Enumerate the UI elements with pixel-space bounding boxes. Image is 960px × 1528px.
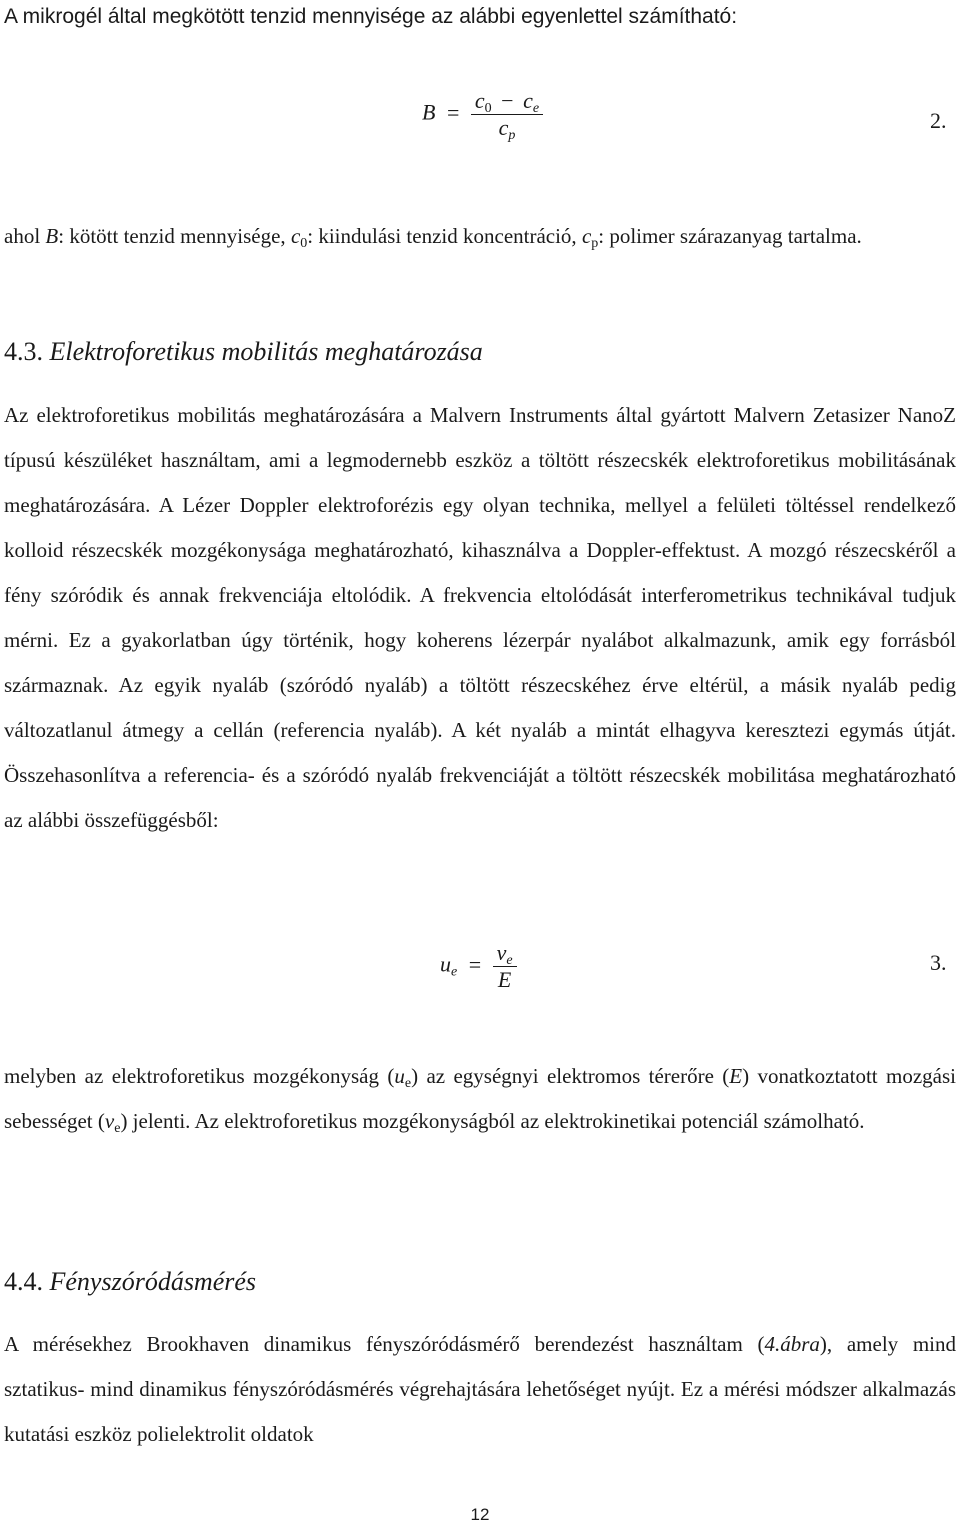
eq2-num-a: c bbox=[474, 88, 485, 113]
equation-2 bbox=[422, 88, 543, 141]
body-paragraph-4-4: A mérésekhez Brookhaven dinamikus fényszóródásmérő berendezést használtam (4.ábra), amely mind sztatikus- mind dinamikus fényszóródásmérés végrehajtására lehetőséget nyújt. Ez a mérési módszer alkalmazás kutatási eszköz polielektrolit oldatok bbox=[4, 1332, 956, 1446]
eq3-num-sub: e bbox=[506, 953, 513, 968]
intro-sentence: A mikrogél által megkötött tenzid mennyisége az alábbi egyenlettel számítható: bbox=[4, 5, 738, 28]
eq3-lhs: u bbox=[440, 951, 451, 977]
eq2-lhs: B bbox=[422, 99, 436, 125]
equation-2-number: 2. bbox=[930, 108, 947, 133]
eq3-fraction bbox=[493, 940, 517, 993]
figure-reference: 4.ábra bbox=[764, 1332, 820, 1356]
equation-3-number: 3. bbox=[930, 950, 947, 975]
eq2-den: c bbox=[498, 115, 509, 140]
eq3-numerator bbox=[493, 940, 517, 967]
section-heading-4-4 bbox=[4, 1266, 256, 1298]
section-number: 4.4. bbox=[4, 1267, 43, 1296]
paragraph-after-equation-3: melyben az elektroforetikus mozgékonyság $(u_e)$ az egységnyi elektromos térerőre (E) vonatkoztatott mozgási sebességet $(v_e)$ jelenti. Az elektroforetikus mozgékonyságból az elektrokinetikai potenciál számolható. bbox=[4, 1064, 956, 1136]
section-number: 4.3. bbox=[4, 337, 43, 366]
eq2-num-b: c bbox=[523, 88, 533, 113]
eq3-den: E bbox=[497, 967, 512, 992]
eq2-numerator bbox=[471, 88, 543, 115]
definitions-paragraph: ahol B: kötött tenzid mennyisége, $c_0$: kiindulási tenzid koncentráció, $c_p$: polimer szárazanyag tartalma. bbox=[4, 224, 862, 251]
eq3-num: v bbox=[496, 940, 507, 965]
section-title: Fényszóródásmérés bbox=[49, 1267, 257, 1296]
eq3-lhs-sub: e bbox=[451, 964, 458, 980]
eq3-denominator bbox=[493, 967, 517, 993]
equation-3 bbox=[440, 940, 517, 993]
eq2-num-b-sub: e bbox=[532, 101, 540, 116]
eq2-minus: − bbox=[501, 88, 514, 113]
section-title: Elektroforetikus mobilitás meghatározása bbox=[49, 337, 483, 366]
section-heading-4-3 bbox=[4, 336, 483, 368]
body-paragraph-4-3: Az elektroforetikus mobilitás meghatározására a Malvern Instruments által gyártott Malvern Zetasizer NanoZ típusú készüléket használtam, ami a legmodernebb eszköz a töltött részecskék elektroforetikus mobilitásának meghatározására. A Lézer Doppler elektroforézis egy olyan technika, mellyel a felületi töltéssel rendelkező kolloid részecskék mozgékonysága meghatározható, kihasználva a Doppler-effektust. A mozgó részecskéről a fény szóródik és annak frekvenciája eltolódik. A frekvencia eltolódását interferometrikus technikával tudjuk mérni. Ez a gyakorlatban úgy történik, hogy koherens lézerpár nyalábot alkalmazunk, amik egy forrásból származnak. Az egyik nyaláb (szóródó nyaláb) a töltött részecskéhez érve eltérül, a másik nyaláb pedig változatlanul átmegy a cellán (referencia nyaláb). A két nyaláb a mintát elhagyva keresztezi egymás útját. Összehasonlítva a referencia- és a szóródó nyaláb frekvenciáját a töltött részecskék mobilitása meghatározható az alábbi összefüggésből: bbox=[4, 403, 956, 832]
eq2-denominator bbox=[471, 115, 543, 141]
eq2-equals: = bbox=[446, 99, 460, 125]
eq2-num-a-sub: 0 bbox=[484, 101, 492, 116]
eq2-den-sub: p bbox=[508, 128, 516, 143]
page-number: 12 bbox=[470, 1505, 490, 1524]
eq2-fraction bbox=[471, 88, 543, 141]
eq3-equals: = bbox=[468, 951, 482, 977]
